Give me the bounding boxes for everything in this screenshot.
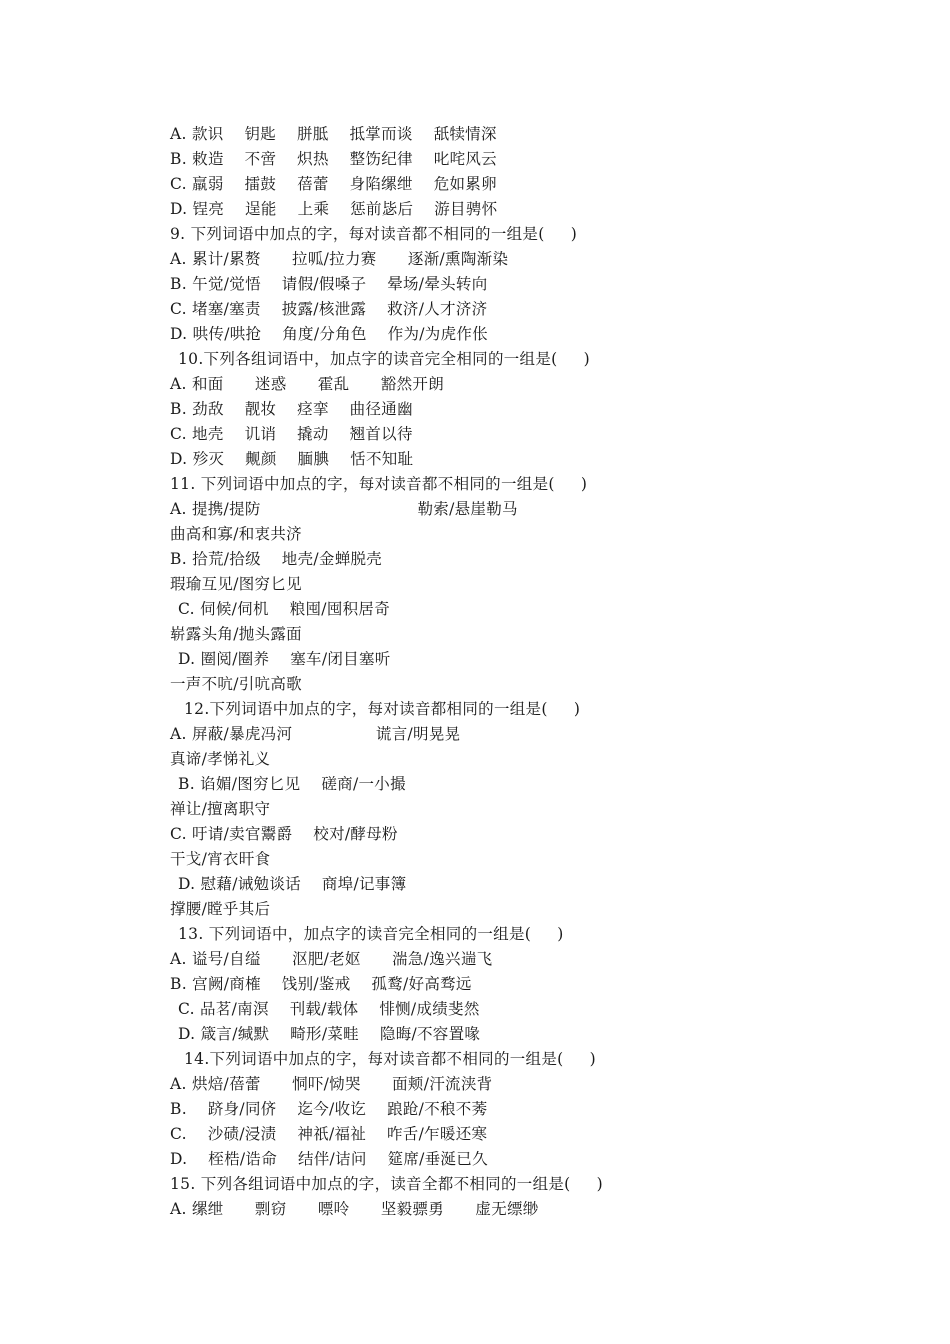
question-15-stem: 15. 下列各组词语中加点的字，读音全都不相同的一组是( ) bbox=[170, 1175, 604, 1193]
question-12-option-d-cont: 撑腰/瞠乎其后 bbox=[170, 900, 271, 918]
question-10-stem: 10.下列各组词语中，加点字的读音完全相同的一组是( ) bbox=[178, 350, 590, 368]
question-13-stem: 13. 下列词语中，加点字的读音完全相同的一组是( ) bbox=[178, 925, 564, 943]
question-12-option-a-cont: 真谛/孝悌礼义 bbox=[170, 750, 271, 768]
question-10-option-d: D. 殄灭 觍颜 腼腆 恬不知耻 bbox=[170, 450, 414, 468]
question-10-option-a: A. 和面 迷惑 霍乱 豁然开朗 bbox=[170, 375, 445, 393]
question-12-stem: 12.下列词语中加点的字，每对读音都相同的一组是( ) bbox=[184, 700, 581, 718]
question-13-option-a: A. 谥号/自缢 沤肥/老妪 湍急/逸兴遄飞 bbox=[170, 950, 493, 968]
question-13-option-d: D. 箴言/缄默 畸形/菜畦 隐晦/不容置喙 bbox=[178, 1025, 481, 1043]
question-14-option-a: A. 烘焙/蓓蕾 恫吓/恸哭 面颊/汗流浃背 bbox=[170, 1075, 493, 1093]
question-11-option-b-cont: 瑕瑜互见/图穷匕见 bbox=[170, 575, 302, 593]
question-10-option-b: B. 劲敌 靓妆 痉挛 曲径通幽 bbox=[170, 400, 413, 418]
question-11-stem: 11. 下列词语中加点的字，每对读音都不相同的一组是( ) bbox=[170, 475, 588, 493]
question-12-option-d: D. 慰藉/诫勉谈话 商埠/记事簿 bbox=[178, 875, 407, 893]
question-11-option-d: D. 圈阅/圈养 塞车/闭目塞听 bbox=[178, 650, 391, 668]
question-14-option-d: D. 桎梏/诰命 结伴/诘问 筵席/垂涎已久 bbox=[170, 1150, 488, 1168]
question-11-option-a: A. 提携/提防 勒索/悬崖勒马 bbox=[170, 500, 518, 518]
question-9-option-b: B. 午觉/觉悟 请假/假嗓子 晕场/晕头转向 bbox=[170, 275, 488, 293]
question-14-stem: 14.下列词语中加点的字，每对读音都不相同的一组是( ) bbox=[184, 1050, 596, 1068]
question-8-option-d: D. 锃亮 逞能 上乘 惩前毖后 游目骋怀 bbox=[170, 200, 498, 218]
question-11-option-b: B. 拾荒/拾级 地壳/金蝉脱壳 bbox=[170, 550, 383, 568]
question-13-option-c: C. 品茗/南溟 刊载/载体 悱恻/成绩斐然 bbox=[178, 1000, 480, 1018]
question-11-option-d-cont: 一声不吭/引吭高歌 bbox=[170, 675, 302, 693]
question-15-option-a: A. 缧绁 剽窃 嘌呤 坚毅骠勇 虚无缥缈 bbox=[170, 1200, 539, 1218]
question-12-option-b: B. 谄媚/图穷匕见 磋商/一小撮 bbox=[178, 775, 406, 793]
question-9-stem: 9. 下列词语中加点的字，每对读音都不相同的一组是( ) bbox=[170, 225, 578, 243]
question-12-option-c-cont: 干戈/宵衣旰食 bbox=[170, 850, 271, 868]
question-8-option-a: A. 款识 钥匙 胼胝 抵掌而谈 舐犊情深 bbox=[170, 125, 497, 143]
question-9-option-d: D. 哄传/哄抢 角度/分角色 作为/为虎作伥 bbox=[170, 325, 489, 343]
question-14-option-b: B. 跻身/同侪 迄今/收讫 踉跄/不稂不莠 bbox=[170, 1100, 488, 1118]
question-8-option-b: B. 敕造 不啻 炽热 整饬纪律 叱咤风云 bbox=[170, 150, 497, 168]
question-11-option-c: C. 伺候/伺机 粮囤/囤积居奇 bbox=[178, 600, 391, 618]
question-12-option-a: A. 屏蔽/暴虎冯河 谎言/明晃晃 bbox=[170, 725, 461, 743]
question-10-option-c: C. 地壳 讥诮 撬动 翘首以待 bbox=[170, 425, 413, 443]
question-11-option-a-cont: 曲高和寡/和衷共济 bbox=[170, 525, 302, 543]
question-13-option-b: B. 宫阙/商榷 饯别/鉴戒 孤鹜/好高骛远 bbox=[170, 975, 472, 993]
question-9-option-a: A. 累计/累赘 拉呱/拉力赛 逐渐/熏陶渐染 bbox=[170, 250, 509, 268]
question-14-option-c: C. 沙碛/浸渍 神祇/福祉 咋舌/乍暖还寒 bbox=[170, 1125, 488, 1143]
question-12-option-c: C. 吁请/卖官鬻爵 校对/酵母粉 bbox=[170, 825, 398, 843]
question-11-option-c-cont: 崭露头角/抛头露面 bbox=[170, 625, 302, 643]
question-8-option-c: C. 羸弱 擂鼓 蓓蕾 身陷缧绁 危如累卵 bbox=[170, 175, 497, 193]
question-12-option-b-cont: 禅让/擅离职守 bbox=[170, 800, 271, 818]
question-9-option-c: C. 堵塞/塞责 披露/核泄露 救济/人才济济 bbox=[170, 300, 488, 318]
